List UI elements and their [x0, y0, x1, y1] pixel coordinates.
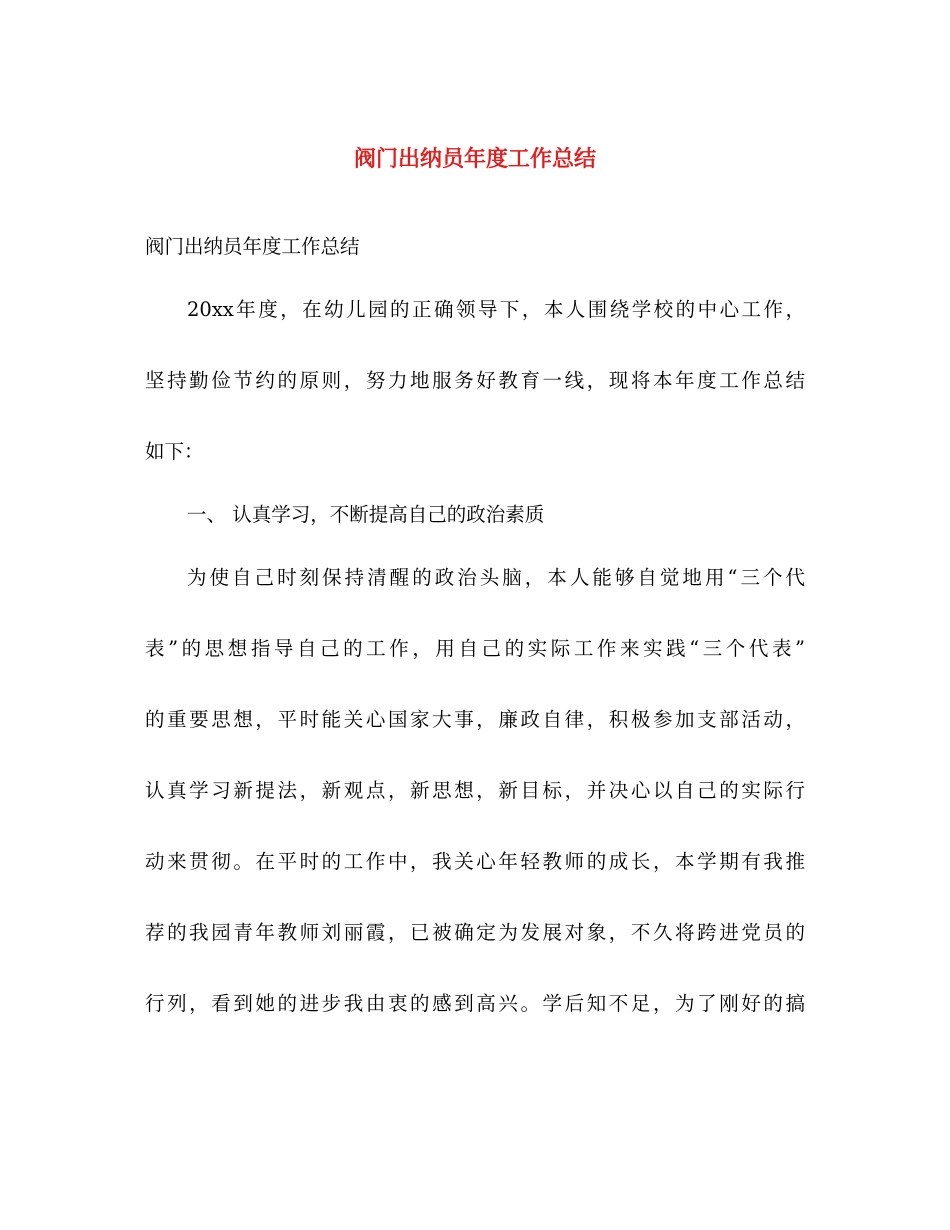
body-line: 荐的我园青年教师刘丽霞，已被确定为发展对象，不久将跨进党员的	[145, 921, 805, 944]
document-subtitle: 阀门出纳员年度工作总结	[145, 235, 360, 258]
body-line: 认真学习新提法，新观点，新思想，新目标，并决心以自己的实际行	[145, 779, 805, 802]
body-line: 的重要思想，平时能关心国家大事，廉政自律，积极参加支部活动，	[145, 708, 805, 731]
body-line: 坚持勤俭节约的原则，努力地服务好教育一线，现将本年度工作总结	[145, 369, 805, 392]
body-line: 如下：	[145, 440, 204, 463]
body-line: 行列，看到她的进步我由衷的感到高兴。学后知不足，为了刚好的搞	[145, 992, 805, 1015]
body-line: 20xx年度，在幼儿园的正确领导下，本人围绕学校的中心工作，	[187, 298, 805, 321]
body-line: 为使自己时刻保持清醒的政治头脑，本人能够自觉地用“三个代	[187, 566, 805, 589]
document-title: 阀门出纳员年度工作总结	[353, 147, 596, 172]
body-line: 动来贯彻。在平时的工作中，我关心年轻教师的成长，本学期有我推	[145, 850, 805, 873]
section-heading: 一、 认真学习，不断提高自己的政治素质	[187, 503, 545, 526]
body-line: 表”的思想指导自己的工作，用自己的实际工作来实践“三个代表”	[145, 637, 805, 660]
